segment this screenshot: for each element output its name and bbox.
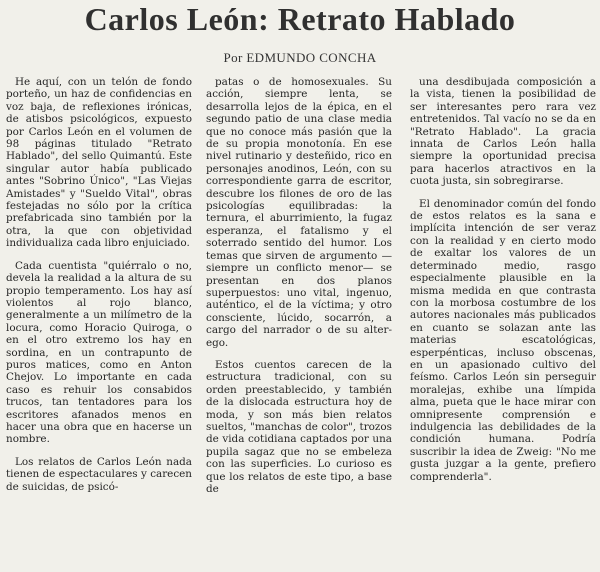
paragraph: Estos cuentos carecen de la estructura tradicional, con su orden preestablecido, y también de la dislocada estructura hoy de moda, y son más bien relatos sueltos, "manchas de color", trozos de vida cotidiana captados por una pupila sagaz que no se embeleza con las superficies. Lo curioso es que los relatos de este tipo, a base de <box>206 358 392 495</box>
article-title: Carlos León: Retrato Hablado <box>84 1 516 37</box>
text-column-3 <box>410 76 596 572</box>
paragraph: una desdibujada composición a la vista, tienen la posibilidad de ser interesantes pero rara vez entretenidos. Tal vacío no se da en "Retrato Hablado". La gracia innata de Carlos León halla siempre la oportunidad precisa para hacerlos atractivos en la cuota justa, sin sobregirarse. <box>410 76 596 188</box>
paragraph: patas o de homosexuales. Su acción, siempre lenta, se desarrolla lejos de la épica, en el segundo patio de una clase media que no conoce más pasión que la de su propia monotonía. En ese nivel rutinario y desteñido, rico en personajes anodinos, León, con su correspondiente garra de escritor, descubre los filones de oro de las psicologías equilibradas: la ternura, el aburrimiento, la fugaz esperanza, el fatalismo y el soterrado sentido del humor. Los temas que sirven de argumento —siempre un conflicto menor— se presentan en dos planos superpuestos: uno vital, ingenuo, auténtico, el de la víctima; y otro consciente, lúcido, socarrón, a cargo del narrador o de su alter-ego. <box>206 76 392 349</box>
paragraph: El denominador común del fondo de estos relatos es la sana e implícita intención de ser veraz con la realidad y en cierto modo de exaltar los valores de un determinado medio, rasgo especialmente plausible en la misma medida en que contrasta con la morbosa costumbre de los autores nacionales más publicados en cuanto se solazan ante las materias escatológicas, esperpénticas, incluso obscenas, en un apasionado cultivo del feísmo. Carlos León sin perseguir moralejas, exhibe una límpida alma, pueta que le hace mirar con omnipresente comprensión e indulgencia las debilidades de la condición humana. Podría suscribir la idea de Zweig: "No me gusta juzgar a la gente, prefiero comprenderla". <box>410 197 596 483</box>
paragraph: Los relatos de Carlos León nada tienen de espectaculares y carecen de suicidas, de psicó- <box>6 455 192 493</box>
byline: Por EDMUNDO CONCHA <box>223 50 377 65</box>
paragraph: He aquí, con un telón de fondo porteño, un haz de confidencias en voz baja, de reflexiones irónicas, de atisbos psicológicos, expuesto por Carlos León en el volumen de 98 páginas titulado "Retrato Hablado", del sello Quimantú. Este singular autor había publicado antes "Sobrino Único", "Las Viejas Amistades" y "Sueldo Vital", obras festejadas no sólo por la crítica prefabricada sino también por la otra, la que con objetividad individualiza cada libro enjuiciado. <box>6 76 192 250</box>
text-column-2 <box>206 76 392 572</box>
text-column-1 <box>6 76 192 572</box>
paragraph: Cada cuentista "quiérralo o no, devela la realidad a la altura de su propio temperamento. Los hay así violentos al rojo blanco, generalmente a un milímetro de la locura, como Horacio Quiroga, o en el otro extremo los hay en sordina, en un contrapunto de puros matices, como en Anton Chejov. Lo importante en cada caso es rehuir los consabidos trucos, tan tentadores para los escritores afanados menos en hacer una obra que en hacerse un nombre. <box>6 259 192 446</box>
